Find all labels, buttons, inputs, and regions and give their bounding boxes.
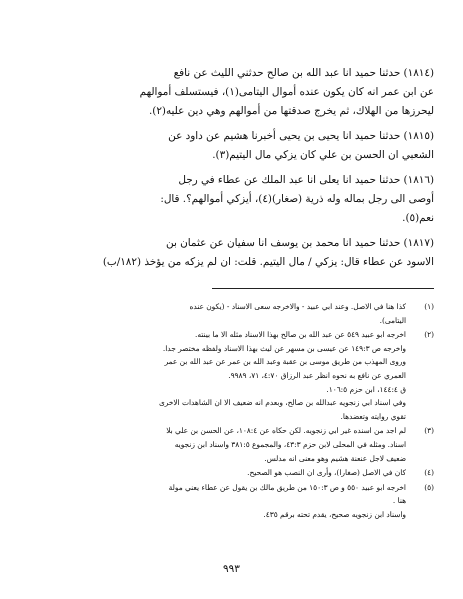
text-line: عن ابن عمر انه كان يكون عنده أموال اليتامى(١)، فيستسلف أموالهم bbox=[139, 86, 434, 98]
footnote-line: وفي اسناد ابي زنجويه عبدالله بن صالح، وبعدم انه ضعيف الا ان الشاهدات الاخرى bbox=[158, 398, 406, 408]
footnote-number: (٥) bbox=[424, 482, 434, 492]
footnote-line: واسناد ابن زنجويه صحيح، يقدم تحته برقم ٤٣٥. bbox=[263, 509, 406, 519]
footnote-line: اخرجه ابو عبيد ٥٥٠ و ص ١٥٠:٣ من طريق مالك بن يقول عن عطاء يعني مولة bbox=[168, 482, 406, 492]
footnote-divider bbox=[212, 288, 434, 289]
footnote-text bbox=[30, 300, 406, 327]
footnote-line: ضعيف لاجل عنعنة هشيم وهو معنى انه مدلس. bbox=[264, 453, 406, 463]
footnote bbox=[30, 300, 434, 327]
footnote-text bbox=[30, 328, 406, 423]
footnote-line: واخرجه ص ١٤٩:٣ عن عيسى بن مسهر عن ليث بهذا الاسناد ولفظه مختصر جدا. bbox=[162, 343, 406, 353]
footnote-text bbox=[30, 424, 406, 465]
hadith-paragraph bbox=[30, 234, 434, 272]
main-text bbox=[30, 64, 434, 278]
footnote-number: (٤) bbox=[424, 468, 434, 478]
hadith-paragraph bbox=[30, 171, 434, 228]
footnote-number: (٢) bbox=[424, 330, 434, 340]
text-line: ليحرزها من الهلاك، ثم يخرج صدقتها من أموالهم وهي دين عليه(٢). bbox=[148, 105, 434, 117]
text-line: (١٨١٤) حدثنا حميد انا عبد الله بن صالح حدثني الليث عن نافع bbox=[173, 67, 434, 79]
footnote-text bbox=[30, 481, 406, 522]
footnote-line: هنا . bbox=[392, 496, 406, 506]
footnote-line: اخرجه ابو عبيد ٥٤٩ عن عبد الله بن صالح بهذا الاسناد مثله الا ما بينته. bbox=[194, 330, 406, 340]
hadith-paragraph bbox=[30, 127, 434, 165]
footnote-number: (٣) bbox=[424, 426, 434, 436]
footnote-line: وروى المهذب من طريق موسى بن عقبة وعبد الله بن عمر عن عبد الله بن عمر bbox=[164, 357, 406, 367]
footnote-line: لم اجد من اسنده غير ابي زنجويه. لكن حكاه عن ١٠٨:٤، عن الحسن بن علي بلا bbox=[166, 426, 406, 436]
footnote bbox=[30, 481, 434, 522]
footnote bbox=[30, 466, 434, 480]
footnotes bbox=[30, 300, 434, 523]
page-number: ٩٩٣ bbox=[223, 563, 240, 575]
text-line: نعم(٥). bbox=[402, 212, 434, 224]
text-line: (١٨١٦) حدثنا حميد انا يعلى انا عبد الملك عن عطاء في رجل bbox=[178, 174, 434, 186]
footnote-line: كذا هنا في الاصل. وعند ابي عبيد - والاخرجه سعى الاسناد - (يكون عنده bbox=[189, 302, 406, 311]
footnote-line: اسناد. ومثله في المحلى لابن حزم ٤٣:٣، والمجموع ٣٨١:٥ واسناد ابن زنجويه bbox=[174, 439, 406, 449]
text-line: أوصى الى رجل بماله وله ذرية (صغار)(٤)، أيزكي أموالهم؟. قال: bbox=[160, 193, 434, 205]
footnote-line: ق ١٤٤:٤، ابن حزم ١٠٦:٥. bbox=[326, 384, 406, 394]
footnote-line: تقوي روايته وتعضدها. bbox=[340, 411, 406, 421]
footnote-line: كان في الاصل (صغارا)، وأرى ان النصب هو الصحيح. bbox=[247, 468, 406, 478]
text-line: الاسود عن عطاء قال: يزكي / مال اليتيم. قلت: ان لم يزكه من يؤخذ (١٨٢/ب) bbox=[102, 256, 434, 268]
text-line: (١٨١٧) حدثنا حميد انا محمد بن يوسف انا سفيان عن عثمان بن bbox=[166, 237, 434, 249]
text-line: الشعبي ان الحسن بن علي كان يزكي مال اليتيم(٣). bbox=[212, 149, 434, 161]
footnote-text bbox=[30, 466, 406, 480]
text-line: (١٨١٥) حدثنا حميد انا يحيى بن يحيى أخبرنا هشيم عن داود عن bbox=[168, 130, 434, 142]
footnote-line: العمري عن نافع به نحوه انظر عبد الرزاق ٤:٧٠، ٧١، ٩٩٨٩. bbox=[228, 370, 406, 380]
footnote bbox=[30, 328, 434, 423]
footnote-line: اليتامى). bbox=[379, 315, 406, 325]
footnote bbox=[30, 424, 434, 465]
footnote-number: (١) bbox=[424, 302, 434, 311]
hadith-paragraph bbox=[30, 64, 434, 121]
